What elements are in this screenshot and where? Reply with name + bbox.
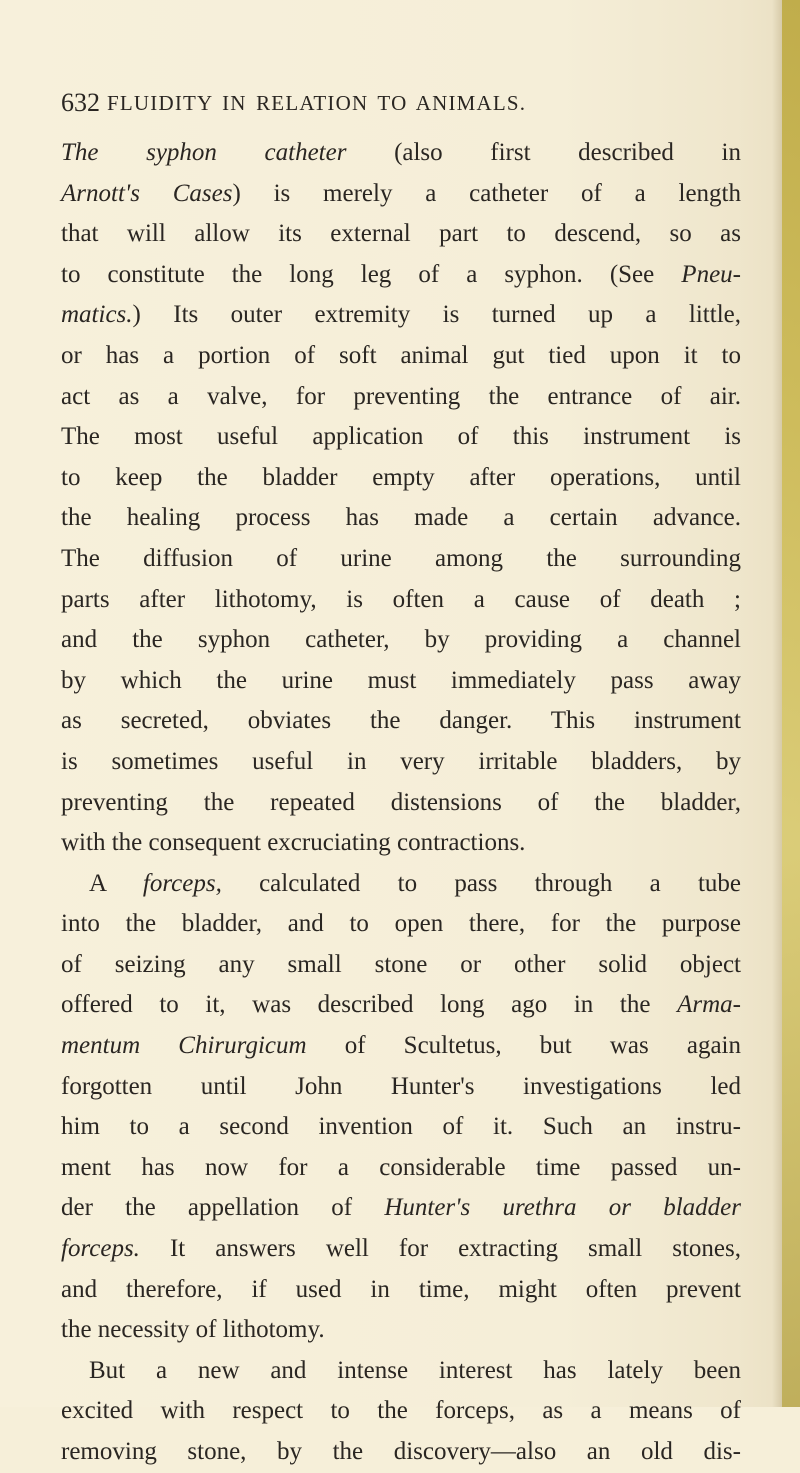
- italic-text: The syphon catheter: [61, 139, 347, 166]
- text-segment: the necessity of lithotomy.: [61, 1316, 325, 1344]
- text-segment: and the syphon catheter, by providing a channel: [61, 626, 741, 654]
- text-line: [61, 1432, 741, 1473]
- text-line: [61, 1148, 741, 1189]
- text-line: [61, 417, 741, 458]
- text-segment: of Scultetus, but was again: [306, 1032, 741, 1060]
- text-line: [61, 539, 741, 580]
- text-segment: calculated to pass through a tube: [221, 869, 741, 897]
- text-line: [61, 458, 741, 499]
- text-line: [61, 1067, 741, 1108]
- italic-text: Arma-: [677, 991, 741, 1019]
- italic-text: Hunter's urethra or bladder: [384, 1194, 741, 1222]
- page-edge-strip: [782, 0, 800, 1407]
- text-segment: A: [89, 869, 143, 897]
- running-head: FLUIDITY IN RELATION TO ANIMALS.: [107, 91, 527, 115]
- text-segment: or has a portion of soft animal gut tied upon it to: [61, 341, 741, 369]
- text-segment: ) is merely a catheter of a length: [232, 179, 741, 207]
- text-segment: The diffusion of urine among the surrounding: [61, 544, 741, 572]
- text-line: [61, 580, 741, 621]
- text-line: [61, 1310, 741, 1351]
- text-line: [61, 498, 741, 539]
- text-segment: is sometimes useful in very irritable bladders, by: [61, 747, 741, 775]
- text-segment: the healing process has made a certain advance.: [61, 504, 741, 532]
- text-line: [61, 1107, 741, 1148]
- text-segment: excited with respect to the forceps, as a means of: [61, 1397, 741, 1425]
- text-line: [61, 1229, 741, 1270]
- text-line: [61, 661, 741, 702]
- text-line: [61, 823, 741, 864]
- body-text: [61, 133, 741, 1473]
- text-line: [61, 904, 741, 945]
- italic-text: matics.: [61, 301, 133, 329]
- text-segment: to keep the bladder empty after operations, until: [61, 463, 741, 491]
- text-segment: act as a valve, for preventing the entrance of air.: [61, 382, 741, 410]
- text-segment: by which the urine must immediately pass away: [61, 666, 741, 694]
- text-line: [61, 742, 741, 783]
- text-segment: offered to it, was described long ago in the: [61, 991, 678, 1019]
- text-line: [61, 864, 741, 905]
- text-line: [61, 1188, 741, 1229]
- text-line: [61, 1026, 741, 1067]
- text-segment: preventing the repeated distensions of the bladder,: [61, 788, 741, 816]
- text-segment: removing stone, by the discovery—also an old dis-: [61, 1438, 741, 1465]
- text-segment: that will allow its external part to descend, so as: [61, 220, 741, 248]
- page-edge-shadow: [772, 0, 782, 1407]
- text-line: [61, 783, 741, 824]
- text-line: [61, 214, 741, 255]
- text-segment: ) Its outer extremity is turned up a little,: [132, 301, 741, 329]
- text-line: [61, 174, 741, 215]
- text-line: [61, 985, 741, 1026]
- text-line: [61, 1270, 741, 1311]
- text-segment: to constitute the long leg of a syphon. (See: [61, 260, 682, 288]
- text-line: [61, 133, 741, 174]
- text-line: [61, 255, 741, 296]
- text-line: [61, 701, 741, 742]
- text-segment: and therefore, if used in time, might often prevent: [61, 1275, 741, 1303]
- text-segment: parts after lithotomy, is often a cause of death ;: [61, 585, 741, 613]
- text-segment: into the bladder, and to open there, for the purpose: [61, 910, 741, 938]
- text-segment: The most useful application of this instrument is: [61, 423, 741, 451]
- text-line: [61, 295, 741, 336]
- text-line: [61, 945, 741, 986]
- text-segment: der the appellation of: [61, 1194, 385, 1222]
- italic-text: forceps,: [142, 869, 222, 897]
- text-segment: him to a second invention of it. Such an instru-: [61, 1113, 741, 1141]
- text-segment: It answers well for extracting small stones,: [139, 1235, 741, 1263]
- text-segment: of seizing any small stone or other solid object: [61, 950, 741, 978]
- text-segment: as secreted, obviates the danger. This instrument: [61, 707, 741, 735]
- page-number: 632: [61, 88, 100, 117]
- text-segment: forgotten until John Hunter's investigations led: [61, 1072, 741, 1100]
- italic-text: Pneu-: [681, 260, 741, 288]
- text-segment: ment has now for a considerable time passed un-: [61, 1153, 741, 1181]
- italic-text: Arnott's Cases: [61, 179, 233, 207]
- text-line: [61, 620, 741, 661]
- italic-text: forceps.: [61, 1235, 140, 1263]
- page-header: [61, 88, 741, 124]
- text-segment: But a new and intense interest has lately been: [89, 1356, 741, 1384]
- text-line: [61, 1351, 741, 1392]
- text-segment: with the consequent excruciating contractions.: [61, 829, 526, 857]
- italic-text: mentum Chirurgicum: [61, 1032, 307, 1060]
- text-line: [61, 1391, 741, 1432]
- text-line: [61, 377, 741, 418]
- text-segment: (also first described in: [346, 139, 741, 166]
- text-line: [61, 336, 741, 377]
